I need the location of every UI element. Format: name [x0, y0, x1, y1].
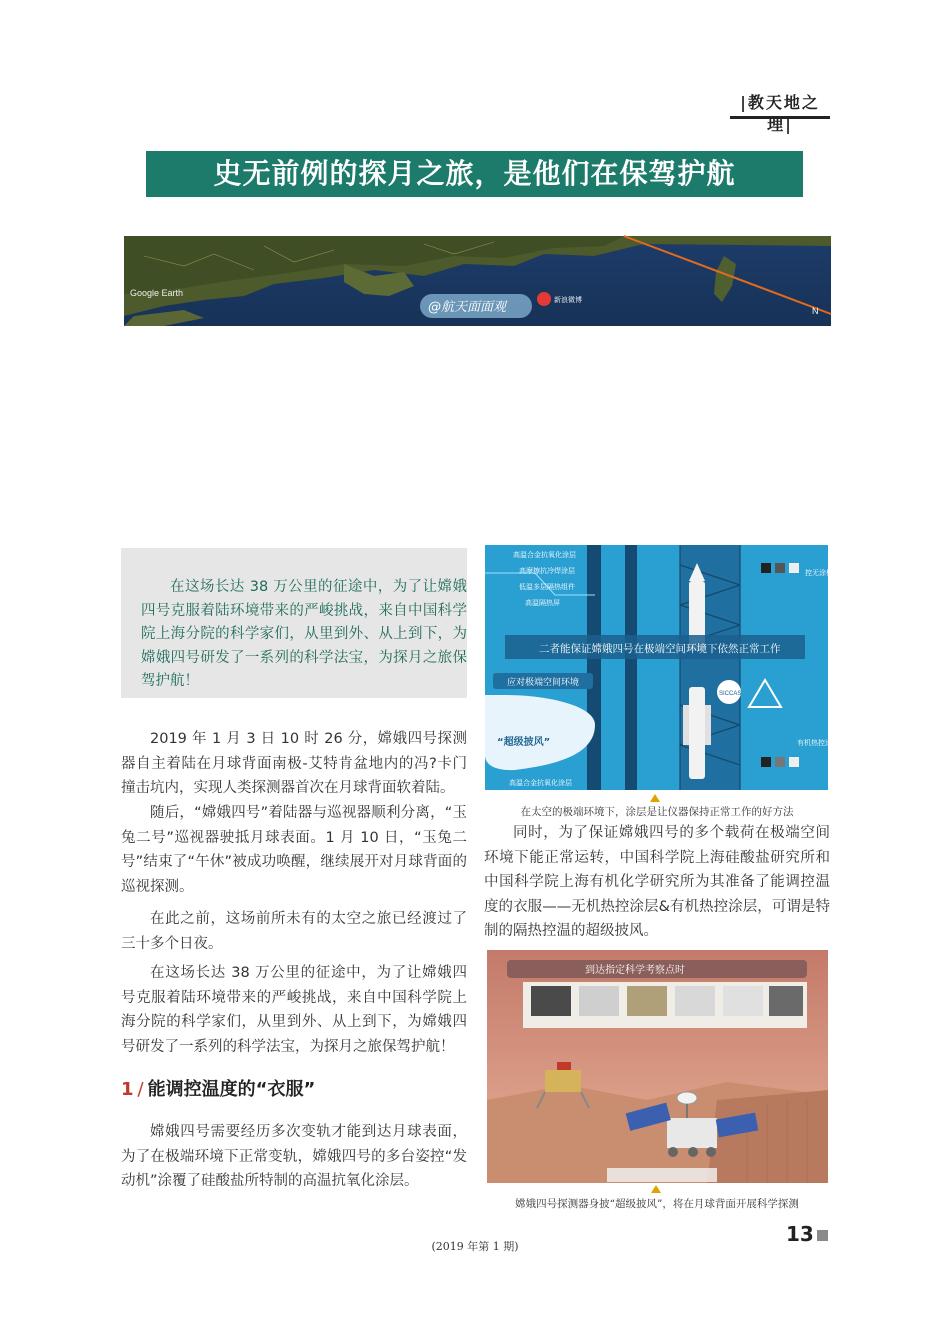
hero-watermark: @航天面面观 [428, 300, 507, 315]
hero-satellite-image [124, 236, 831, 326]
article-title: 史无前例的探月之旅，是他们在保驾护航 [146, 151, 803, 197]
paragraph-1: 2019 年 1 月 3 日 10 时 26 分，嫦娥四号探测器自主着陆在月球背面南极-艾特肯盆地内的冯?卡门撞击坑内，实现人类探测器首次在月球背面软着陆。 [121, 731, 467, 796]
issue-footer: (2019 年第 1 期) [431, 1240, 519, 1253]
section1-paragraph: 嫦娥四号需要经历多次变轨才能到达月球表面，为了在极端环境下正常变轨，嫦娥四号的多台姿控“发动机”涂覆了硅酸盐所特制的高温抗氧化涂层。 [121, 1124, 467, 1189]
compass-icon: N [812, 306, 819, 316]
page-square-icon [817, 1230, 828, 1241]
caption-marker-icon-2 [651, 1185, 661, 1193]
figure2-banner: 到达指定科学考察点时 [585, 965, 685, 976]
figure1-banner: 二者能保证嫦娥四号在极端空间环境下依然正常工作 [539, 643, 781, 655]
right-paragraph: 同时，为了保证嫦娥四号的多个载荷在极端空间环境下能正常运转，中国科学院上海硅酸盐研究所和中国科学院上海有机化学研究所为其准备了能调控温度的衣服——无机热控涂层&有机热控涂层，可谓是特制的隔热控温的超级披风。 [484, 825, 830, 939]
figure-lunar-scene [487, 950, 828, 1183]
caption-marker-icon [650, 794, 660, 802]
bottom-coating-label: 高温合金抗氧化涂层 [509, 779, 572, 787]
paragraph-2: 随后，“嫦娥四号”着陆器与巡视器顺利分离，“玉兔二号”巡视器驶抵月球表面。1 月 10 日，“玉兔二号”结束了“午休”被成功唤醒，继续展开对月球背面的巡视探测。 [121, 805, 467, 895]
right-label-1: 控无涂机层热 [805, 569, 847, 577]
intro-text: 在这场长达 38 万公里的征途中，为了让嫦娥四号克服着陆环境带来的严峻挑战，来自中国科学院上海分院的科学家们，从里到外、从上到下，为嫦娥四号研发了一系列的科学法宝，为探月之旅保驾护航！ [141, 579, 467, 689]
coating-label-4: 高温隔热屏 [525, 599, 560, 607]
figure2-caption: 嫦娥四号探测器身披“超级披风”，将在月球背面开展科学探测 [515, 1198, 799, 1210]
page-number: 13 [786, 1222, 828, 1246]
section-title: 能调控温度的“衣服” [147, 1079, 316, 1100]
weibo-icon [537, 292, 551, 306]
svg-text:SICCAS: SICCAS [719, 691, 742, 697]
coating-label-1: 高温合金抗氧化涂层 [513, 551, 576, 559]
right-label-2: 有机热控涂层 [797, 739, 839, 747]
coating-label-2: 高摩擦抗冷焊涂层 [519, 567, 575, 575]
weibo-label: 新浪微博 [554, 296, 582, 304]
google-earth-label: Google Earth [130, 288, 184, 298]
figure1-caption: 在太空的极端环境下，涂层是让仪器保持正常工作的好方法 [520, 806, 794, 818]
env-label: 应对极端空间环境 [507, 678, 580, 688]
section-number: 1 [121, 1079, 134, 1100]
paragraph-4: 在这场长达 38 万公里的征途中，为了让嫦娥四号克服着陆环境带来的严峻挑战，来自中国科学院上海分院的科学家们，从里到外、从上到下，为嫦娥四号研发了一系列的科学法宝，为探月之旅保驾护航！ [121, 965, 467, 1055]
figure-coatings-illustration [485, 545, 847, 790]
paragraph-3: 在此之前，这场前所未有的太空之旅已经渡过了三十多个日夜。 [121, 911, 467, 952]
cape-label: “超级披风” [497, 737, 551, 748]
coating-label-3: 低温多层隔热组件 [519, 583, 575, 591]
column-tag: |教天地之理| [730, 92, 830, 119]
section-heading: 1 / 能调控温度的“衣服” [121, 1079, 316, 1100]
